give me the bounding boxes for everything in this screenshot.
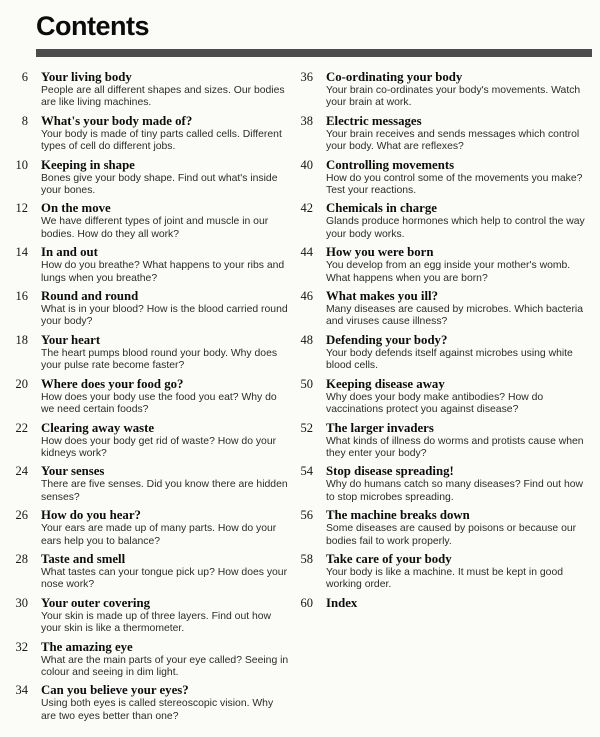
entry-title: Keeping disease away xyxy=(326,376,445,391)
entry-body xyxy=(326,552,592,592)
entry-body xyxy=(41,377,295,417)
entry-title: What makes you ill? xyxy=(326,289,438,304)
entry-title: How do you hear? xyxy=(41,508,141,523)
entry-page-number: 54 xyxy=(300,464,313,479)
entry-description: Why does your body make antibodies? How do vaccinations protect you against disease? xyxy=(326,391,544,416)
entry-page-number: 18 xyxy=(15,332,28,347)
entry-title: On the move xyxy=(41,201,111,216)
entry-body xyxy=(326,464,592,504)
entry-body xyxy=(326,333,592,373)
entry-description: We have different types of joint and muscle in our bodies. How do they all work? xyxy=(41,216,269,240)
contents-entry xyxy=(10,70,295,110)
entry-page-number: 58 xyxy=(300,551,313,566)
contents-entry xyxy=(10,158,295,198)
entry-body xyxy=(41,421,295,461)
page-header xyxy=(36,10,592,42)
entry-description: Your brain co-ordinates your body's movements. Watch your brain at work. xyxy=(326,85,581,109)
entry-page-number: 16 xyxy=(15,289,28,304)
contents-entry xyxy=(295,596,592,611)
entry-body xyxy=(41,464,295,504)
contents-entry xyxy=(10,640,295,680)
entry-description: What are the main parts of your eye called? Seeing in colour and seeing in dim light. xyxy=(41,654,289,678)
entry-description: What tastes can your tongue pick up? How does your nose work? xyxy=(41,566,288,591)
contents-entry xyxy=(10,333,295,373)
entry-description: How do you breathe? What happens to your ribs and lungs when you breathe? xyxy=(41,260,285,284)
entry-page-number: 38 xyxy=(300,113,313,128)
entry-page-number: 32 xyxy=(15,639,28,654)
entry-page-number: 26 xyxy=(15,508,28,523)
entry-description: People are all different shapes and sizes. Our bodies are like living machines. xyxy=(41,85,285,109)
entry-body xyxy=(41,245,295,285)
entry-title: Chemicals in charge xyxy=(326,201,437,216)
entry-description: You develop from an egg inside your mother's womb. What happens when you are born? xyxy=(326,260,571,284)
contents-entry xyxy=(10,114,295,154)
contents-entry xyxy=(10,245,295,285)
contents-entry xyxy=(295,508,592,548)
entry-description: Your body is like a machine. It must be kept in good working order. xyxy=(326,566,564,591)
entry-title: Take care of your body xyxy=(326,551,452,566)
entry-page-number: 34 xyxy=(15,683,28,698)
contents-entry xyxy=(295,201,592,241)
contents-entry xyxy=(10,508,295,548)
entry-body xyxy=(326,245,592,285)
entry-description: Your skin is made up of three layers. Find out how your skin is like a thermometer. xyxy=(41,610,272,635)
entry-page-number: 8 xyxy=(21,113,28,128)
contents-columns xyxy=(10,70,592,727)
title-divider-bar xyxy=(36,49,592,57)
entry-page-number: 36 xyxy=(300,70,313,84)
contents-entry xyxy=(295,70,592,110)
entry-description: Your body defends itself against microbes using white blood cells. xyxy=(326,347,573,372)
contents-column-right xyxy=(295,70,592,727)
entry-body xyxy=(326,114,592,154)
entry-description: Using both eyes is called stereoscopic vision. Why are two eyes better than one? xyxy=(41,698,274,722)
entry-title: The amazing eye xyxy=(41,639,133,654)
entry-title: Keeping in shape xyxy=(41,157,135,172)
entry-body xyxy=(41,70,295,110)
entry-description: Bones give your body shape. Find out what's inside your bones. xyxy=(41,172,278,197)
contents-entry xyxy=(10,552,295,592)
entry-page-number: 22 xyxy=(15,420,28,435)
entry-description: Many diseases are caused by microbes. Which bacteria and viruses cause illness? xyxy=(326,304,583,328)
entry-body xyxy=(41,201,295,241)
contents-entry xyxy=(295,552,592,592)
entry-title: Index xyxy=(326,595,358,610)
entry-page-number: 10 xyxy=(15,157,28,172)
contents-entry xyxy=(295,245,592,285)
contents-column-left xyxy=(10,70,295,727)
entry-title: In and out xyxy=(41,245,98,260)
entry-description: Your brain receives and sends messages which control your body. What are reflexes? xyxy=(326,128,580,153)
entry-title: Your heart xyxy=(41,332,101,347)
entry-title: What's your body made of? xyxy=(41,113,193,128)
entry-body xyxy=(326,289,592,329)
entry-description: Why do humans catch so many diseases? Find out how to stop microbes spreading. xyxy=(326,479,584,503)
entry-title: Can you believe your eyes? xyxy=(41,683,189,698)
entry-title: Controlling movements xyxy=(326,157,455,172)
entry-description: How do you control some of the movements you make? Test your reactions. xyxy=(326,172,583,197)
entry-body xyxy=(326,508,592,548)
entry-title: Your living body xyxy=(41,70,132,84)
entry-body xyxy=(326,377,592,417)
entry-description: Your body is made of tiny parts called cells. Different types of cell do different jobs. xyxy=(41,128,282,153)
entry-description: How does your body use the food you eat? Why do we need certain foods? xyxy=(41,391,277,416)
entry-body xyxy=(326,421,592,461)
contents-entry xyxy=(10,464,295,504)
contents-entry xyxy=(10,377,295,417)
entry-page-number: 6 xyxy=(21,70,28,84)
entry-description: What is in your blood? How is the blood carried round your body? xyxy=(41,304,288,328)
entry-description: Glands produce hormones which help to control the way your body works. xyxy=(326,216,585,240)
entry-description: Your ears are made up of many parts. How do your ears help you to balance? xyxy=(41,523,277,547)
contents-entry xyxy=(10,596,295,636)
entry-body xyxy=(41,508,295,548)
entry-body xyxy=(41,640,295,680)
entry-body xyxy=(326,158,592,198)
entry-body xyxy=(326,70,592,110)
entry-title: Round and round xyxy=(41,289,139,304)
entry-body xyxy=(41,683,295,723)
contents-entry xyxy=(295,377,592,417)
contents-entry xyxy=(295,421,592,461)
entry-description: What kinds of illness do worms and protists cause when they enter your body? xyxy=(326,435,584,459)
contents-entry xyxy=(10,421,295,461)
entry-title: Co-ordinating your body xyxy=(326,70,463,84)
entry-page-number: 40 xyxy=(300,157,313,172)
entry-title: The machine breaks down xyxy=(326,508,470,523)
entry-page-number: 50 xyxy=(300,376,313,391)
entry-title: Your outer covering xyxy=(41,595,150,610)
entry-page-number: 52 xyxy=(300,420,313,435)
entry-body xyxy=(41,596,295,636)
contents-entry xyxy=(10,201,295,241)
entry-description: Some diseases are caused by poisons or because our bodies fail to work properly. xyxy=(326,523,577,547)
entry-page-number: 46 xyxy=(300,289,313,304)
entry-title: Electric messages xyxy=(326,113,422,128)
entry-page-number: 42 xyxy=(300,201,313,216)
contents-entry xyxy=(10,683,295,723)
entry-title: Your senses xyxy=(41,464,105,479)
entry-title: The larger invaders xyxy=(326,420,434,435)
entry-page-number: 56 xyxy=(300,508,313,523)
contents-entry xyxy=(295,289,592,329)
entry-page-number: 30 xyxy=(15,595,28,610)
entry-title: Taste and smell xyxy=(41,551,126,566)
entry-body xyxy=(41,333,295,373)
entry-page-number: 20 xyxy=(15,376,28,391)
entry-body xyxy=(326,201,592,241)
entry-title: Defending your body? xyxy=(326,332,448,347)
contents-entry xyxy=(295,464,592,504)
entry-body xyxy=(326,596,592,611)
entry-body xyxy=(41,289,295,329)
entry-title: Clearing away waste xyxy=(41,420,155,435)
entry-page-number: 48 xyxy=(300,332,313,347)
entry-body xyxy=(41,158,295,198)
contents-entry xyxy=(295,114,592,154)
contents-entry xyxy=(295,158,592,198)
contents-entry xyxy=(10,289,295,329)
entry-title: How you were born xyxy=(326,245,434,260)
entry-page-number: 60 xyxy=(300,595,313,610)
entry-page-number: 24 xyxy=(15,464,28,479)
entry-title: Where does your food go? xyxy=(41,376,184,391)
entry-page-number: 28 xyxy=(15,551,28,566)
entry-page-number: 14 xyxy=(15,245,28,260)
entry-description: The heart pumps blood round your body. Why does your pulse rate become faster? xyxy=(41,347,278,372)
page-title: Contents xyxy=(36,11,149,41)
entry-page-number: 44 xyxy=(300,245,313,260)
entry-title: Stop disease spreading! xyxy=(326,464,454,479)
entry-body xyxy=(41,114,295,154)
contents-entry xyxy=(295,333,592,373)
entry-description: There are five senses. Did you know there are hidden senses? xyxy=(41,479,288,503)
entry-body xyxy=(41,552,295,592)
entry-description: How does your body get rid of waste? How do your kidneys work? xyxy=(41,435,277,459)
entry-page-number: 12 xyxy=(15,201,28,216)
